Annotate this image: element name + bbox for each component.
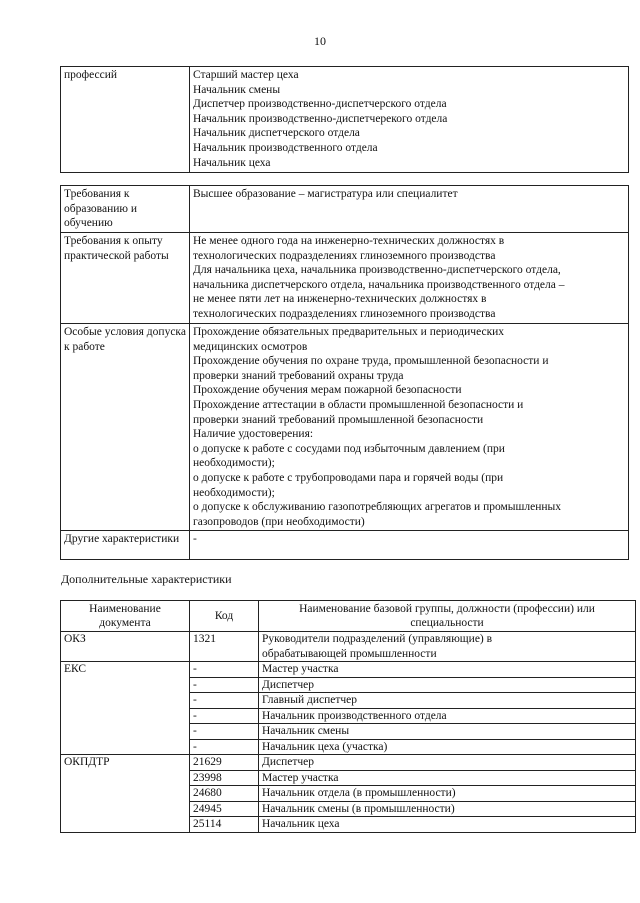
eks-name: Главный диспетчер (259, 693, 636, 709)
eks-code: - (190, 724, 259, 740)
okpdtr-code: 24945 (190, 801, 259, 817)
experience-line: технологических подразделениях глиноземного производства (193, 249, 496, 262)
header-code: Код (190, 601, 259, 632)
profession-item: Начальник цеха (193, 156, 271, 169)
eks-doc: ЕКС (61, 662, 190, 755)
conditions-label: Особые условия допуска к работе (61, 324, 190, 531)
profession-item: Начальник производственного отдела (193, 141, 378, 154)
profession-item: Диспетчер производственно-диспетчерского отдела (193, 98, 447, 111)
experience-value (190, 233, 629, 324)
eks-code: - (190, 708, 259, 724)
additional-title: Дополнительные характеристики (61, 572, 232, 586)
header-name: Наименование базовой группы, должности (профессии) или специальности (259, 601, 636, 632)
profession-item: Начальник производственно-диспетчерекого отдела (193, 112, 448, 125)
professions-list (190, 67, 629, 173)
experience-line: начальника диспетчерского отдела, начальника производственного отдела – (193, 278, 565, 291)
education-label: Требования к образованию и обучению (61, 186, 190, 233)
okpdtr-code: 21629 (190, 755, 259, 771)
experience-line: технологических подразделениях глиноземного производства (193, 307, 496, 320)
professions-table (60, 66, 629, 173)
eks-code: - (190, 739, 259, 755)
condition-line: Прохождение обучения мерам пожарной безопасности (193, 384, 462, 397)
education-value: Высшее образование – магистратура или специалитет (190, 186, 629, 233)
okpdtr-doc: ОКПДТР (61, 755, 190, 833)
condition-line: Наличие удостоверения: (193, 428, 314, 441)
okpdtr-code: 23998 (190, 770, 259, 786)
eks-name: Мастер участка (259, 662, 636, 678)
experience-line: Для начальника цеха, начальника производственно-диспетчерского отдела, (193, 264, 561, 277)
eks-name: Начальник производственного отдела (259, 708, 636, 724)
eks-name: Начальник смены (259, 724, 636, 740)
professions-label: профессий (61, 67, 190, 173)
eks-code: - (190, 677, 259, 693)
okz-name (259, 632, 636, 662)
page-number: 10 (314, 34, 326, 48)
experience-line: не менее пяти лет на инженерно-технических должностях в (193, 293, 487, 306)
condition-line: медицинских осмотров (193, 340, 308, 353)
okz-name-line: обрабатывающей промышленности (262, 647, 437, 660)
condition-line: о допуске к обслуживанию газопотребляющих агрегатов и промышленных (193, 501, 561, 514)
header-document: Наименование документа (61, 601, 190, 632)
experience-line: Не менее одного года на инженерно-технических должностях в (193, 235, 505, 247)
condition-line: о допуске к работе с трубопроводами пара и горячей воды (при (193, 471, 504, 484)
profession-item: Начальник диспетчерского отдела (193, 127, 360, 140)
condition-line: проверки знаний требований промышленной безопасности (193, 413, 484, 426)
other-label: Другие характеристики (61, 531, 190, 560)
okz-name-line: Руководители подразделений (управляющие) в (262, 633, 493, 645)
requirements-table (60, 185, 629, 560)
profession-item: Старший мастер цеха (193, 69, 299, 81)
eks-name: Диспетчер (259, 677, 636, 693)
conditions-value (190, 324, 629, 531)
condition-line: необходимости); (193, 457, 275, 470)
okz-doc: ОКЗ (61, 632, 190, 662)
okpdtr-name: Начальник отдела (в промышленности) (259, 786, 636, 802)
okpdtr-code: 24680 (190, 786, 259, 802)
profession-item: Начальник смены (193, 83, 281, 96)
additional-table (60, 600, 636, 833)
okpdtr-name: Начальник смены (в промышленности) (259, 801, 636, 817)
condition-line: необходимости); (193, 486, 275, 499)
okz-code: 1321 (190, 632, 259, 662)
condition-line: проверки знаний требований охраны труда (193, 369, 404, 382)
okpdtr-name: Начальник цеха (259, 817, 636, 833)
eks-code: - (190, 662, 259, 678)
experience-label: Требования к опыту практической работы (61, 233, 190, 324)
condition-line: газопроводов (при необходимости) (193, 515, 365, 528)
okpdtr-code: 25114 (190, 817, 259, 833)
condition-line: Прохождение аттестации в области промышленной безопасности и (193, 398, 524, 411)
other-value: - (190, 531, 629, 560)
condition-line: Прохождение обязательных предварительных и периодических (193, 326, 505, 338)
okpdtr-name: Мастер участка (259, 770, 636, 786)
condition-line: Прохождение обучения по охране труда, промышленной безопасности и (193, 355, 549, 368)
eks-code: - (190, 693, 259, 709)
eks-name: Начальник цеха (участка) (259, 739, 636, 755)
okpdtr-name: Диспетчер (259, 755, 636, 771)
condition-line: о допуске к работе с сосудами под избыточным давлением (при (193, 442, 505, 455)
